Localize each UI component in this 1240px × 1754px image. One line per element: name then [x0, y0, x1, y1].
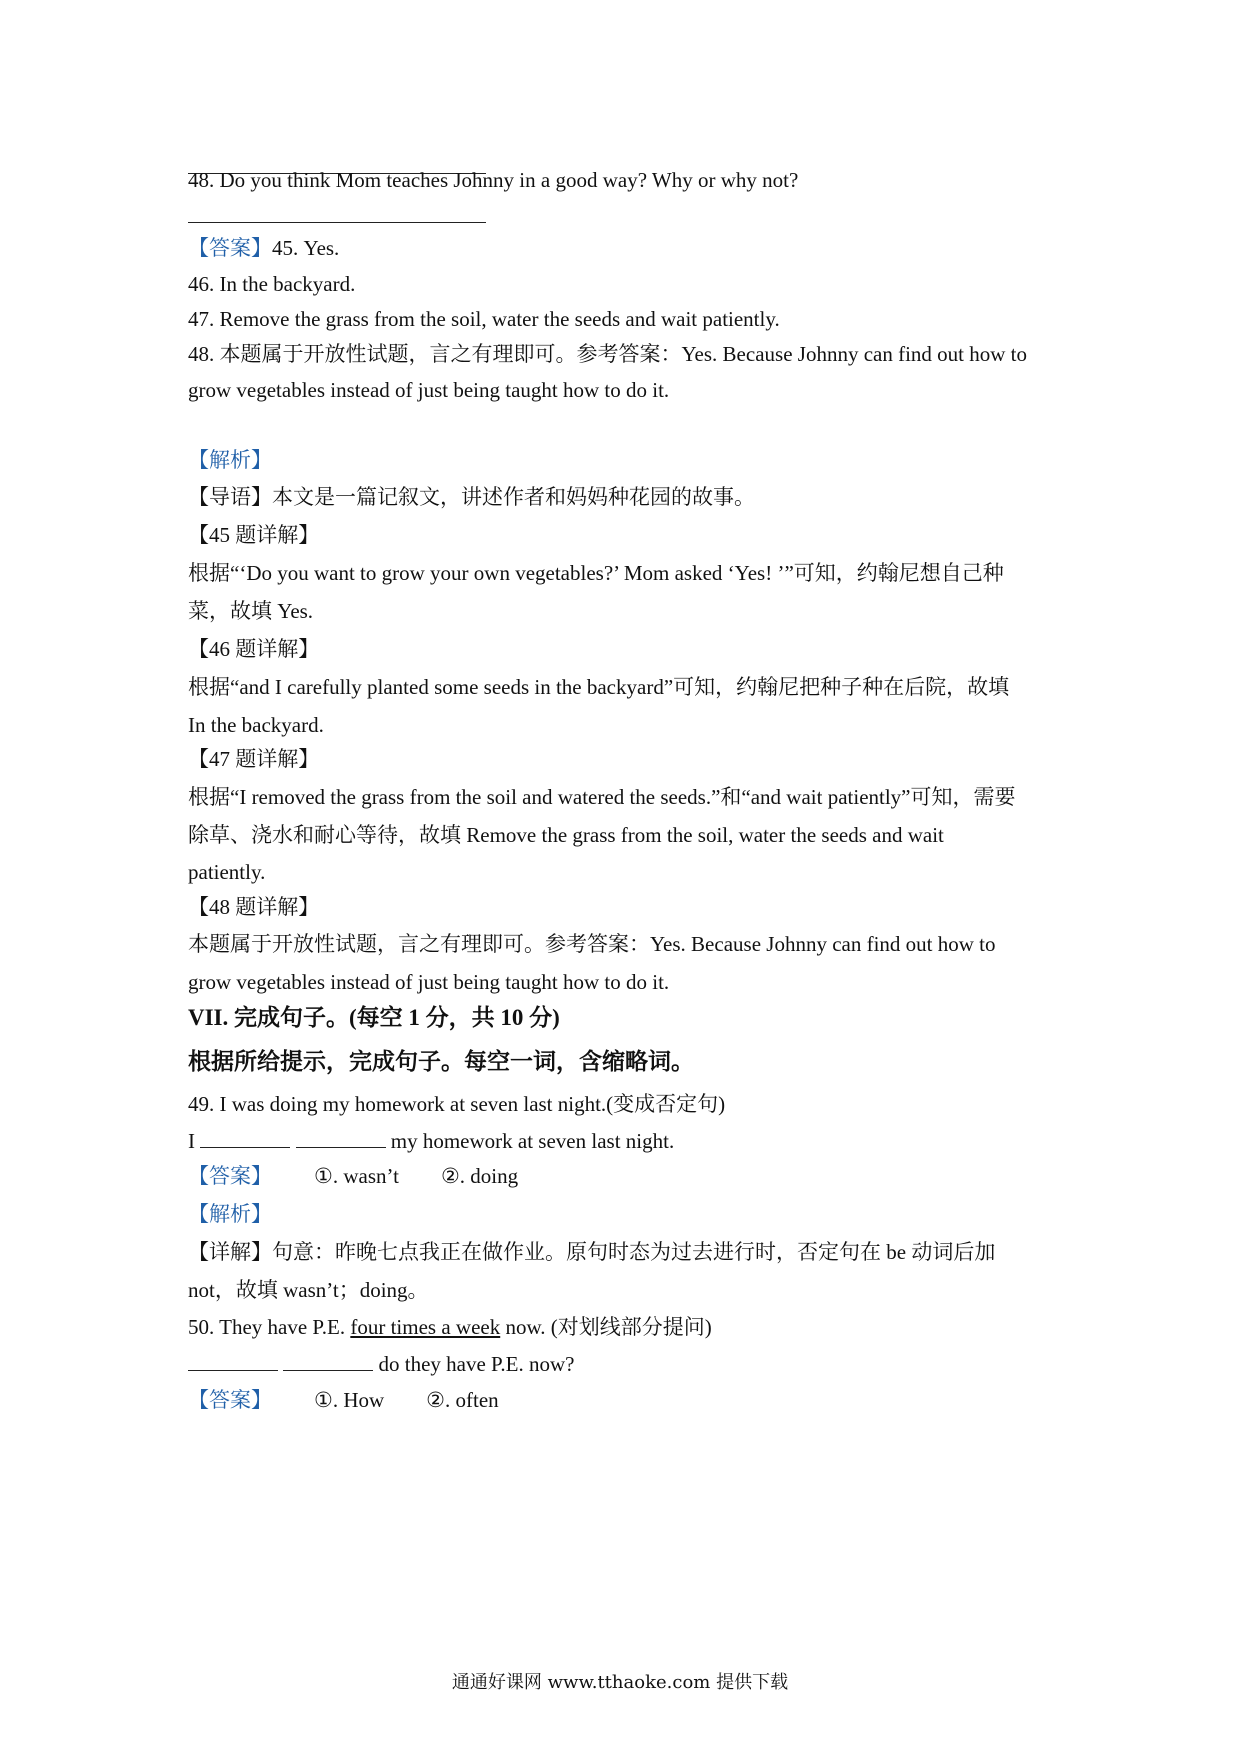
answer-48-line1: 48. 本题属于开放性试题，言之有理即可。参考答案：Yes. Because Johnny can find out how to	[188, 342, 1027, 366]
question-49-fill: I my homework at seven last night.	[188, 1129, 675, 1153]
answer-49: 【答案】 ①. wasn’t ②. doing	[188, 1164, 519, 1188]
detail-47-line3: patiently.	[188, 860, 266, 884]
detail-48-line2: grow vegetables instead of just being taught how to do it.	[188, 970, 670, 994]
blank-1	[188, 1350, 278, 1371]
heading-48: 【48 题详解】	[188, 895, 320, 919]
blank-1	[200, 1127, 290, 1148]
section-7-instruction: 根据所给提示，完成句子。每空一词，含缩略词。	[188, 1049, 694, 1074]
detail-48-line1: 本题属于开放性试题，言之有理即可。参考答案：Yes. Because Johnny can find out how to	[188, 932, 996, 956]
detail-47-line1: 根据“I removed the grass from the soil and watered the seeds.”和“and wait patiently”可知，需要	[188, 785, 1016, 809]
answer-blank-line	[188, 222, 486, 223]
answer-48-line2: grow vegetables instead of just being taught how to do it.	[188, 378, 670, 402]
section-7-title: VII. 完成句子。(每空 1 分，共 10 分)	[188, 1005, 560, 1030]
detail-46-line1: 根据“and I carefully planted some seeds in the backyard”可知，约翰尼把种子种在后院，故填	[188, 675, 1010, 699]
question-49: 49. I was doing my homework at seven last night.(变成否定句)	[188, 1092, 726, 1116]
detail-45-line1: 根据“‘Do you want to grow your own vegetables?’ Mom asked ‘Yes! ’”可知，约翰尼想自己种	[188, 561, 1004, 585]
answer-47: 47. Remove the grass from the soil, water the seeds and wait patiently.	[188, 307, 780, 331]
detail-46-line2: In the backyard.	[188, 713, 324, 737]
analysis-tag: 【解析】	[188, 1202, 272, 1226]
page-footer: 通通好课网 www.tthaoke.com 提供下载	[451, 1672, 789, 1693]
answer-45: 【答案】45. Yes.	[188, 236, 340, 260]
question-50: 50. They have P.E. four times a week now. (对划线部分提问)	[188, 1315, 712, 1339]
detail-49-line1: 【详解】句意：昨晚七点我正在做作业。原句时态为过去进行时，否定句在 be 动词后加	[188, 1240, 996, 1264]
heading-45: 【45 题详解】	[188, 523, 320, 547]
detail-47-line2: 除草、浇水和耐心等待，故填 Remove the grass from the soil, water the seeds and wait	[188, 823, 944, 847]
blank-2	[283, 1350, 373, 1371]
detail-45-line2: 菜，故填 Yes.	[188, 599, 314, 623]
analysis-tag: 【解析】	[188, 448, 272, 472]
question-48: 48. Do you think Mom teaches Johnny in a good way? Why or why not?	[188, 168, 799, 192]
answer-tag: 【答案】	[188, 236, 272, 260]
blank-2	[296, 1127, 386, 1148]
answer-46: 46. In the backyard.	[188, 272, 356, 296]
heading-46: 【46 题详解】	[188, 637, 320, 661]
question-50-fill: do they have P.E. now?	[188, 1350, 574, 1378]
guide-text: 【导语】本文是一篇记叙文，讲述作者和妈妈种花园的故事。	[188, 485, 755, 509]
heading-47: 【47 题详解】	[188, 747, 320, 771]
answer-50: 【答案】 ①. How ②. often	[188, 1388, 499, 1412]
detail-49-line2: not，故填 wasn’t；doing。	[188, 1278, 429, 1302]
